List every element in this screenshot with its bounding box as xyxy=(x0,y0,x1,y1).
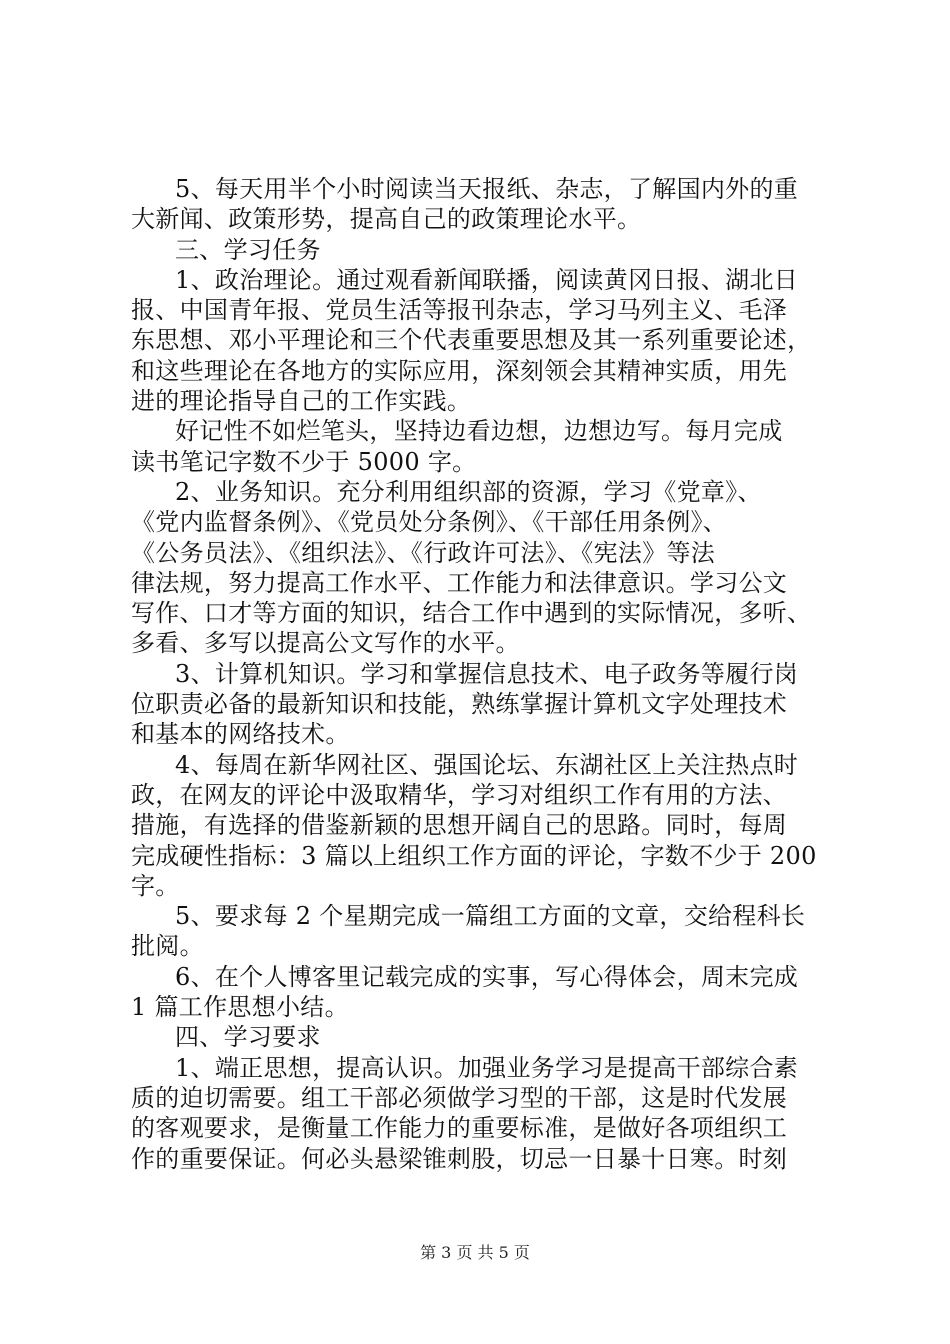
paragraph-line: 和这些理论在各地方的实际应用，深刻领会其精神实质，用先 xyxy=(131,356,788,385)
section-heading: 三、学习任务 xyxy=(175,235,321,264)
paragraph-line: 1 篇工作思想小结。 xyxy=(131,993,349,1022)
page-footer: 第 3 页 共 5 页 xyxy=(420,1243,530,1262)
paragraph-line: 作的重要保证。何必头悬梁锥刺股，切忌一日暴十日寒。时刻 xyxy=(131,1144,788,1173)
paragraph-line: 和基本的网络技术。 xyxy=(131,720,350,749)
paragraph-line: 律法规，努力提高工作水平、工作能力和法律意识。学习公文 xyxy=(131,568,788,597)
paragraph-line: 措施，有选择的借鉴新颖的思想开阔自己的思路。同时，每周 xyxy=(131,811,788,840)
paragraph-line: 《公务员法》、《组织法》、《行政许可法》、《宪法》等法 xyxy=(131,538,716,567)
paragraph-line: 报、中国青年报、党员生活等报刊杂志，学习马列主义、毛泽 xyxy=(131,296,788,325)
paragraph-line: 4、每周在新华网社区、强国论坛、东湖社区上关注热点时 xyxy=(175,750,799,779)
paragraph-line: 大新闻、政策形势，提高自己的政策理论水平。 xyxy=(131,205,642,234)
paragraph-line: 批阅。 xyxy=(131,932,204,961)
section-heading: 四、学习要求 xyxy=(175,1023,321,1052)
paragraph-line: 2、业务知识。充分利用组织部的资源，学习《党章》、 xyxy=(175,477,762,506)
paragraph-line: 字。 xyxy=(131,871,180,900)
paragraph-line: 好记性不如烂笔头，坚持边看边想，边想边写。每月完成 xyxy=(175,417,783,446)
paragraph-line: 完成硬性指标：3 篇以上组织工作方面的评论，字数不少于 200 xyxy=(131,841,817,870)
paragraph-line: 写作、口才等方面的知识，结合工作中遇到的实际情况，多听、 xyxy=(131,599,812,628)
paragraph-line: 进的理论指导自己的工作实践。 xyxy=(131,387,472,416)
paragraph-line: 1、端正思想，提高认识。加强业务学习是提高干部综合素 xyxy=(175,1053,799,1082)
paragraph-line: 多看、多写以提高公文写作的水平。 xyxy=(131,629,520,658)
paragraph-line: 读书笔记字数不少于 5000 字。 xyxy=(131,447,477,476)
paragraph-line: 《党内监督条例》、《党员处分条例》、《干部任用条例》、 xyxy=(131,508,728,537)
paragraph-line: 的客观要求，是衡量工作能力的重要标准，是做好各项组织工 xyxy=(131,1114,788,1143)
paragraph-line: 3、计算机知识。学习和掌握信息技术、电子政务等履行岗 xyxy=(175,659,799,688)
paragraph-line: 1、政治理论。通过观看新闻联播，阅读黄冈日报、湖北日 xyxy=(175,265,799,294)
paragraph-line: 位职责必备的最新知识和技能，熟练掌握计算机文字处理技术 xyxy=(131,690,788,719)
paragraph-line: 东思想、邓小平理论和三个代表重要思想及其一系列重要论述， xyxy=(131,326,812,355)
paragraph-line: 5、要求每 2 个星期完成一篇组工方面的文章，交给程科长 xyxy=(175,902,806,931)
paragraph-line: 5、每天用半个小时阅读当天报纸、杂志，了解国内外的重 xyxy=(175,175,799,203)
document-body xyxy=(131,174,831,1174)
paragraph-line: 政，在网友的评论中汲取精华，学习对组织工作有用的方法、 xyxy=(131,780,788,809)
paragraph-line: 6、在个人博客里记载完成的实事，写心得体会，周末完成 xyxy=(175,962,799,991)
paragraph-line: 质的迫切需要。组工干部必须做学习型的干部，这是时代发展 xyxy=(131,1083,788,1112)
